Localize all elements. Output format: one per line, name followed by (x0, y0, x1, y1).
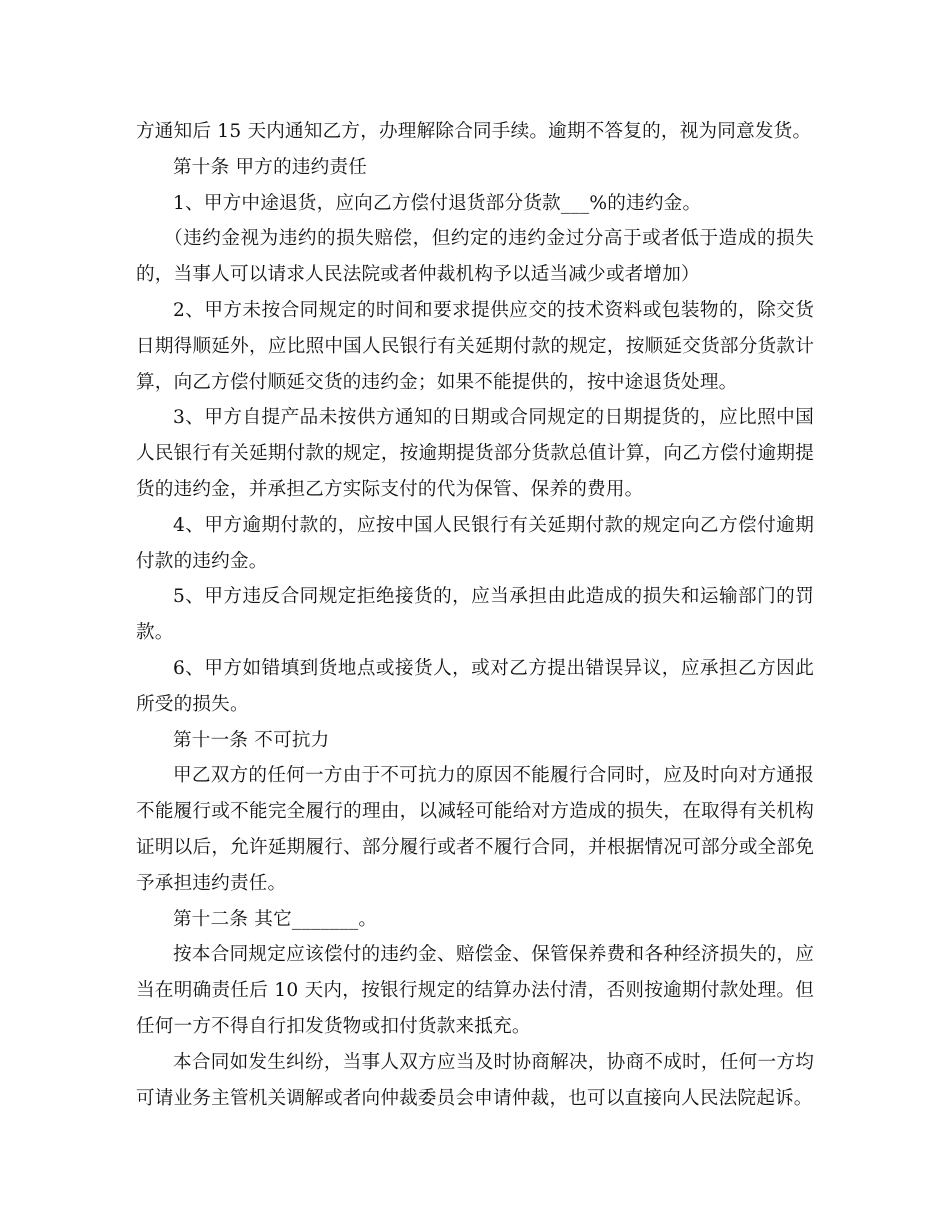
article-10-clause-4: 4、甲方逾期付款的，应按中国人民银行有关延期付款的规定向乙方偿付逾期付款的违约金。 (136, 514, 814, 572)
article-12-payment: 按本合同规定应该偿付的违约金、赔偿金、保管保养费和各种经济损失的，应当在明确责任后 10 天内，按银行规定的结算办法付清，否则按逾期付款处理。但任何一方不得自行扣发货物或扣付货款来抵充。 (136, 944, 814, 1037)
document-body (136, 114, 814, 1116)
article-10-clause-6: 6、甲方如错填到货地点或接货人，或对乙方提出错误异议，应承担乙方因此所受的损失。 (136, 657, 814, 715)
article-10-clause-3: 3、甲方自提产品未按供方通知的日期或合同规定的日期提货的，应比照中国人民银行有关延期付款的规定，按逾期提货部分货款总值计算，向乙方偿付逾期提货的违约金，并承担乙方实际支付的代为保管、保养的费用。 (136, 407, 814, 500)
article-10-clause-2: 2、甲方未按合同规定的时间和要求提供应交的技术资料或包装物的，除交货日期得顺延外，应比照中国人民银行有关延期付款的规定，按顺延交货部分货款计算，向乙方偿付顺延交货的违约金；如果不能提供的，按中途退货处理。 (136, 299, 814, 393)
article-10-clause-5: 5、甲方违反合同规定拒绝接货的，应当承担由此造成的损失和运输部门的罚款。 (136, 586, 814, 644)
article-10-clause-1: 1、甲方中途退货，应向乙方偿付退货部分货款___%的违约金。 (173, 192, 702, 214)
article-12-disputes: 本合同如发生纠纷，当事人双方应当及时协商解决，协商不成时，任何一方均可请业务主管机关调解或者向仲裁委员会申请仲裁，也可以直接向人民法院起诉。 (136, 1051, 814, 1109)
article-10-heading: 第十条 甲方的违约责任 (173, 156, 368, 178)
paragraph-continuation: 方通知后 15 天内通知乙方，办理解除合同手续。逾期不答复的，视为同意发货。 (136, 121, 812, 142)
article-11-heading: 第十一条 不可抗力 (173, 729, 330, 751)
article-10-clause-1-note: （违约金视为违约的损失赔偿，但约定的违约金过分高于或者低于造成的损失的，当事人可以请求人民法院或者仲裁机构予以适当减少或者增加） (136, 228, 814, 286)
article-12-heading: 第十二条 其它_______。 (173, 908, 378, 930)
article-11-body: 甲乙双方的任何一方由于不可抗力的原因不能履行合同时，应及时向对方通报不能履行或不能完全履行的理由，以减轻可能给对方造成的损失，在取得有关机构证明以后，允许延期履行、部分履行或者不履行合同，并根据情况可部分或全部免予承担违约责任。 (136, 765, 814, 894)
